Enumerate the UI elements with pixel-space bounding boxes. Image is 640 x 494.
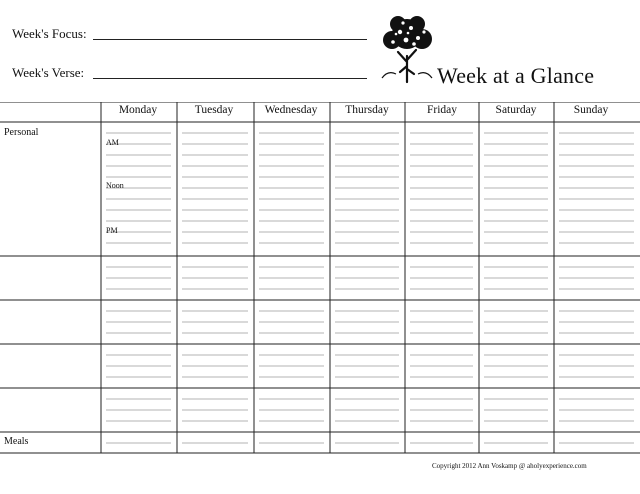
time-label-noon: Noon bbox=[106, 181, 124, 190]
day-header-thursday: Thursday bbox=[345, 104, 389, 116]
tree-logo-icon bbox=[378, 14, 436, 84]
day-header-tuesday: Tuesday bbox=[194, 104, 234, 116]
weeks-verse-line[interactable] bbox=[93, 78, 367, 79]
planner-grid bbox=[0, 102, 640, 454]
page-title: Week at a Glance bbox=[437, 63, 595, 88]
row-label-meals: Meals bbox=[4, 436, 29, 447]
time-label-am: AM bbox=[106, 138, 119, 147]
day-header-friday: Friday bbox=[426, 104, 458, 116]
day-header-monday: Monday bbox=[118, 104, 158, 116]
weeks-verse-label: Week's Verse: bbox=[12, 65, 85, 80]
day-header-wednesday: Wednesday bbox=[264, 104, 318, 116]
day-header-sunday: Sunday bbox=[573, 104, 609, 116]
weeks-focus-line[interactable] bbox=[93, 39, 367, 40]
copyright-text: Copyright 2012 Ann Voskamp @ aholyexperience.com bbox=[432, 462, 587, 470]
time-label-pm: PM bbox=[106, 226, 118, 235]
row-label-personal: Personal bbox=[4, 127, 39, 138]
weeks-focus-label: Week's Focus: bbox=[12, 26, 87, 41]
day-header-saturday: Saturday bbox=[495, 104, 537, 116]
